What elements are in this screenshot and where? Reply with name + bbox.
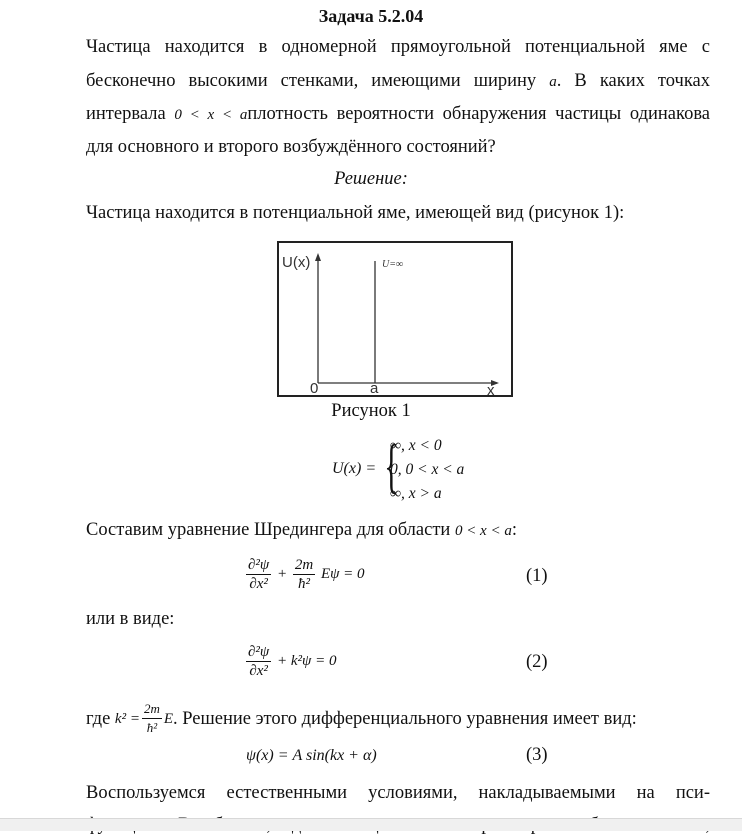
brace-icon: { bbox=[384, 433, 399, 499]
problem-text: плотность вероятности обнаружения частицы одинакова bbox=[247, 104, 711, 124]
eq1-num1: ∂²ψ bbox=[248, 557, 270, 573]
plus-sign: + bbox=[276, 565, 288, 582]
eq1-num2: 2m bbox=[294, 557, 314, 573]
equation-2-number: (2) bbox=[526, 652, 548, 672]
problem-text: . В каких точках bbox=[556, 71, 711, 91]
problem-line-2 bbox=[86, 70, 710, 93]
colon: : bbox=[511, 520, 517, 540]
potential-lhs: U(x) = bbox=[332, 460, 377, 477]
axes-diagram bbox=[279, 243, 511, 395]
infinity-label: U=∞ bbox=[382, 259, 404, 270]
case-3: ∞, x > a bbox=[390, 485, 442, 502]
wall-label: a bbox=[370, 380, 379, 395]
eq1-rest: Eψ = 0 bbox=[320, 565, 365, 582]
y-axis-label: U(x) bbox=[282, 254, 311, 271]
problem-line-4: для основного и второго возбуждённого состояний? bbox=[86, 137, 496, 157]
where-den: ħ² bbox=[146, 720, 158, 735]
equation-3: ψ(x) = A sin(kx + α) bbox=[246, 747, 377, 764]
equation-3-number: (3) bbox=[526, 745, 548, 765]
case-1: ∞, x < 0 bbox=[390, 437, 442, 454]
where-line bbox=[86, 700, 710, 737]
problem-title: Задача 5.2.04 bbox=[318, 6, 424, 26]
k-squared: k² = bbox=[114, 710, 140, 727]
viewer-bottom-bar bbox=[0, 818, 742, 831]
well-intro: Частица находится в потенциальной яме, имеющей вид (рисунок 1): bbox=[86, 203, 625, 223]
origin-label: 0 bbox=[310, 380, 319, 395]
width-symbol: a bbox=[549, 74, 557, 90]
x-axis-label: x bbox=[487, 382, 495, 395]
eq1-den1: ∂x² bbox=[249, 576, 268, 592]
energy-symbol: E bbox=[163, 710, 174, 727]
where-num: 2m bbox=[142, 700, 162, 719]
problem-line-1: Частица находится в одномерной прямоугольной потенциальной яме с bbox=[86, 37, 710, 57]
interval-math: 0 < x < a bbox=[174, 107, 248, 123]
eq2-num1: ∂²ψ bbox=[248, 644, 270, 660]
potential-well-figure bbox=[277, 241, 513, 397]
problem-text: интервала bbox=[86, 104, 166, 124]
where-prefix: где bbox=[86, 708, 111, 729]
schrodinger-intro bbox=[86, 519, 710, 542]
problem-text: бесконечно высокими стенками, имеющими ширину bbox=[86, 71, 537, 91]
region-math: 0 < x < a bbox=[454, 523, 512, 539]
problem-line-3 bbox=[86, 103, 710, 126]
figure-caption: Рисунок 1 bbox=[331, 401, 411, 421]
equation-2 bbox=[244, 643, 336, 680]
where-suffix: . Решение этого дифференциального уравнения имеет вид: bbox=[173, 708, 637, 729]
eq2-den1: ∂x² bbox=[249, 663, 268, 679]
solution-heading: Решение: bbox=[334, 169, 408, 189]
equation-1 bbox=[244, 556, 365, 593]
equation-1-number: (1) bbox=[526, 566, 548, 586]
case-2: 0, 0 < x < a bbox=[390, 461, 465, 478]
eq2-rest: + k²ψ = 0 bbox=[276, 652, 337, 669]
or-form-text: или в виде: bbox=[86, 609, 175, 629]
continuation-line-1: Воспользуемся естественными условиями, накладываемыми на пси- bbox=[86, 783, 710, 803]
intro-text: Составим уравнение Шредингера для области bbox=[86, 520, 451, 540]
eq1-den2: ħ² bbox=[298, 576, 311, 592]
